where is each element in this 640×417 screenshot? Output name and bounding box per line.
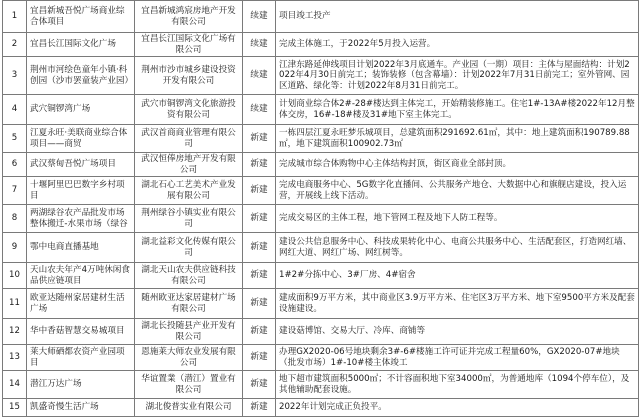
table-row: [3, 125, 639, 153]
project-owner: 随州欧亚达家居建材广场有限公司: [135, 289, 243, 319]
row-number: 2: [3, 33, 27, 57]
row-number: 12: [3, 319, 27, 345]
progress-plan: 2022年计划完成正负投平。: [276, 399, 639, 417]
project-name: 十堰阿里巴巴数字乡村项目: [27, 177, 135, 205]
construction-type: 新建: [243, 177, 276, 205]
progress-plan: 办理GX2020-06号地块剩余3#-6#楼施工许可证并完成工程量60%，GX2020-07#地块（批发市场）1#-10#楼主体竣工: [276, 345, 639, 371]
progress-plan: 完成主体施工，于2022年5月投入运营。: [276, 33, 639, 57]
progress-plan: 江津东路延伸线项目计划2022年3月底通车。产业园（一期）项目：主体与屋面结构：计划2022年4月30日前完工；装饰装修（包含幕墙）：计划2022年7月31日前完工；室外管网、园区道路、绿化等：计划2022年8月31日前完工。: [276, 57, 639, 95]
project-name: 天山农夫年产4万吨休闲食品供应链项目: [27, 263, 135, 289]
row-number: 1: [3, 1, 27, 33]
project-owner: 荆州市沙市城乡建设投资开发有限公司: [135, 57, 243, 95]
construction-type: 新建: [243, 289, 276, 319]
progress-plan: 建设菇博馆、交易大厅、冷库、商铺等: [276, 319, 639, 345]
progress-plan: 地下超市建筑面积5000㎡；不计容面积地下室34000㎡，为普通地库（1094个停车位），及其他辅助配套设施。: [276, 371, 639, 399]
construction-type: 续建: [243, 1, 276, 33]
table-row: [3, 1, 639, 33]
table-row: [3, 33, 639, 57]
project-name: 欧亚达随州家居建材生活广场: [27, 289, 135, 319]
construction-type: 新建: [243, 233, 276, 263]
progress-plan: 一栋四层江夏永旺梦乐城项目，总建筑面积291692.61㎡，其中：地上建筑面积190789.88㎡，地下建筑面积100902.73㎡: [276, 125, 639, 153]
construction-type: 续建: [243, 95, 276, 125]
progress-plan: 1#2#分拣中心、3#厂房、4#宿舍: [276, 263, 639, 289]
table-row: [3, 345, 639, 371]
progress-plan: 完成城市综合体购物中心主体结构封顶，街区商业全部封顶。: [276, 153, 639, 177]
row-number: 11: [3, 289, 27, 319]
project-name: 宜昌长江国际文化广场: [27, 33, 135, 57]
project-owner: 湖北长投随县产业开发有限公司: [135, 319, 243, 345]
progress-plan: 完成电商服务中心、5G数字化直播间、公共服务产地仓、大数据中心和旗舰店建设，投入运营，开展线上线下活动。: [276, 177, 639, 205]
table-row: [3, 371, 639, 399]
construction-type: 新建: [243, 153, 276, 177]
progress-plan: 建设公共信息服务中心、科技成果转化中心、电商公共服务中心、生活配套区，打造网红墙、网红大道、网红广场、网红树等。: [276, 233, 639, 263]
project-owner: 宜昌长江国际文化广场有限公司: [135, 33, 243, 57]
row-number: 13: [3, 345, 27, 371]
project-name: 潜江万达广场: [27, 371, 135, 399]
project-owner: 武汉首商商业管理有限公司: [135, 125, 243, 153]
table-row: [3, 319, 639, 345]
project-owner: 湖北俊普实业有限公司: [135, 399, 243, 417]
project-owner: 华谊置業（潜江）置业有限公司: [135, 371, 243, 399]
project-owner: 武穴市铜锣湾文化旅游投资有限公司: [135, 95, 243, 125]
table-row: [3, 399, 639, 417]
project-owner: 湖北天山农夫供应链科技有限公司: [135, 263, 243, 289]
construction-type: 新建: [243, 319, 276, 345]
project-name: 宜昌新城吾悦广场商业综合体项目: [27, 1, 135, 33]
construction-type: 续建: [243, 33, 276, 57]
row-number: 5: [3, 125, 27, 153]
project-owner: 湖北石心工艺美术产业发展有限公司: [135, 177, 243, 205]
row-number: 15: [3, 399, 27, 417]
row-number: 8: [3, 205, 27, 233]
project-owner: 荆州绿谷小镇实业有限公司: [135, 205, 243, 233]
project-name: 武穴铜锣湾广场: [27, 95, 135, 125]
table-row: [3, 263, 639, 289]
project-table: [2, 0, 639, 417]
project-name: 莱大师硒都农资产业园项目: [27, 345, 135, 371]
table-row: [3, 153, 639, 177]
construction-type: 新建: [243, 125, 276, 153]
project-name: 武汉蔡甸吾悦广场项目: [27, 153, 135, 177]
row-number: 14: [3, 371, 27, 399]
construction-type: 新建: [243, 205, 276, 233]
project-owner: 宜昌新城鸿宸房地产开发有限公司: [135, 1, 243, 33]
row-number: 4: [3, 95, 27, 125]
construction-type: 续建: [243, 57, 276, 95]
project-name: 荆州市河绘色童年小镇·科创园（沙市罢童装产业园）: [27, 57, 135, 95]
construction-type: 新建: [243, 371, 276, 399]
progress-plan: 项目竣工投产: [276, 1, 639, 33]
table-row: [3, 177, 639, 205]
progress-plan: 建成面积9万平方米，其中商业区3.9万平方米、住宅区3万平方米、地下室9500平方米及配套设施建设。: [276, 289, 639, 319]
progress-plan: 计划商业综合体2#-28#楼达到主体完工，开始精装修施工。住宅1#-13A#楼2022年12月整体交房，16#-18#楼及31#地下室主体完工。: [276, 95, 639, 125]
row-number: 6: [3, 153, 27, 177]
project-name: 华中香菇智慧交易城项目: [27, 319, 135, 345]
row-number: 10: [3, 263, 27, 289]
construction-type: 新建: [243, 399, 276, 417]
project-name: 凯盛奇慢生活广场: [27, 399, 135, 417]
table-row: [3, 95, 639, 125]
progress-plan: 完成交易区的主体工程，地下管网工程及地下人防工程等。: [276, 205, 639, 233]
project-owner: 武汉恒俸房地产开发有限公司: [135, 153, 243, 177]
table-row: [3, 233, 639, 263]
row-number: 9: [3, 233, 27, 263]
row-number: 3: [3, 57, 27, 95]
project-name: 两湖绿谷农产品批发市场整体搬迁-水果市场（绿谷: [27, 205, 135, 233]
table-row: [3, 57, 639, 95]
construction-type: 新建: [243, 345, 276, 371]
table-row: [3, 205, 639, 233]
row-number: 7: [3, 177, 27, 205]
project-owner: 湖北益彩文化传媒有限公司: [135, 233, 243, 263]
project-owner: 恩施莱大师农业发展有限公司: [135, 345, 243, 371]
table-row: [3, 289, 639, 319]
project-name: 鄂中电商直播基地: [27, 233, 135, 263]
construction-type: 新建: [243, 263, 276, 289]
project-name: 江夏永旺·美联商业综合体项目——商贸: [27, 125, 135, 153]
